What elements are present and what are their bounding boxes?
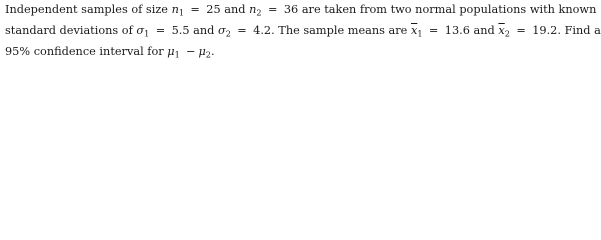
equals-sign: = — [267, 3, 278, 16]
sample-size-2: 36 — [283, 3, 299, 16]
variable-mu2: $\mu_2$ — [198, 44, 211, 59]
variable-n2: $n_2$ — [249, 3, 262, 18]
variable-xbar2: $\overline{x}_2$ — [498, 23, 510, 39]
problem-line-3 — [5, 43, 592, 64]
problem-line-2 — [5, 22, 601, 43]
equals-sign: = — [155, 23, 166, 37]
variable-xbar1: $\overline{x}_1$ — [410, 23, 423, 39]
equals-sign: = — [237, 23, 247, 37]
text-fragment: and — [473, 23, 495, 37]
problem-line-1 — [5, 1, 597, 22]
sample-size-1: 25 — [206, 3, 221, 16]
variable-sigma2: $\sigma_2$ — [217, 23, 231, 39]
variable-n1: $n_1$ — [171, 3, 185, 18]
text-fragment: 95% confidence interval for — [5, 44, 164, 58]
text-fragment: Find a — [564, 23, 601, 37]
equals-sign: = — [190, 3, 200, 16]
text-fragment: and — [224, 3, 246, 16]
equals-sign: = — [428, 23, 439, 37]
equals-sign: = — [516, 23, 526, 37]
minus-sign: − — [186, 44, 196, 58]
problem-statement — [0, 0, 601, 59]
std-dev-1: 5.5 — [171, 23, 190, 37]
sample-mean-2: 19.2. — [532, 23, 561, 37]
variable-sigma1: $\sigma_1$ — [136, 23, 150, 39]
text-fragment: The sample means are — [278, 23, 408, 37]
text-fragment: standard deviations of — [5, 23, 133, 37]
period: . — [210, 44, 215, 58]
sample-mean-1: 13.6 — [444, 23, 470, 37]
std-dev-2: 4.2. — [253, 23, 275, 37]
text-fragment: and — [193, 23, 215, 37]
variable-mu1: $\mu_1$ — [167, 44, 180, 59]
text-fragment: Independent samples of size — [5, 3, 168, 16]
text-fragment: are taken from two normal populations with known — [301, 3, 597, 16]
